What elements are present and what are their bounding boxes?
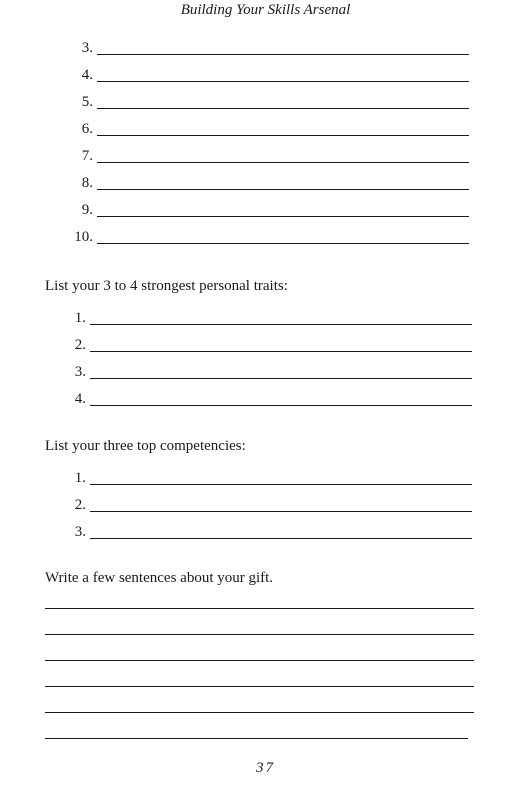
- write-in-line[interactable]: [97, 108, 469, 109]
- list-number: 4.: [81, 67, 93, 83]
- list-number: 3.: [74, 364, 86, 380]
- list-number: 2.: [74, 337, 86, 353]
- list-number: 8.: [81, 175, 93, 191]
- write-in-line[interactable]: [90, 538, 472, 539]
- gift-write-line[interactable]: [45, 608, 474, 609]
- write-in-line[interactable]: [90, 405, 472, 406]
- list-number: 1.: [74, 470, 86, 486]
- write-in-line[interactable]: [97, 162, 469, 163]
- list-number: 4.: [74, 391, 86, 407]
- write-in-line[interactable]: [90, 378, 472, 379]
- traits-prompt: List your 3 to 4 strongest personal traits:: [45, 278, 288, 294]
- write-in-line[interactable]: [90, 511, 472, 512]
- competencies-prompt: List your three top competencies:: [45, 438, 246, 454]
- gift-prompt: Write a few sentences about your gift.: [45, 570, 274, 586]
- gift-write-line[interactable]: [45, 712, 474, 713]
- list-number: 3.: [74, 524, 86, 540]
- write-in-line[interactable]: [90, 351, 472, 352]
- list-number: 3.: [81, 40, 93, 56]
- write-in-line[interactable]: [97, 243, 469, 244]
- gift-write-line[interactable]: [45, 686, 474, 687]
- list-number: 6.: [81, 121, 93, 137]
- write-in-line[interactable]: [97, 189, 469, 190]
- list-number: 9.: [81, 202, 93, 218]
- gift-write-line[interactable]: [45, 634, 474, 635]
- list-number: 7.: [81, 148, 93, 164]
- write-in-line[interactable]: [90, 324, 472, 325]
- write-in-line[interactable]: [97, 216, 469, 217]
- list-number: 2.: [74, 497, 86, 513]
- write-in-line[interactable]: [97, 135, 469, 136]
- list-number: 5.: [81, 94, 93, 110]
- page-number: 37: [256, 760, 275, 776]
- gift-write-line[interactable]: [45, 660, 474, 661]
- list-number: 1.: [74, 310, 86, 326]
- write-in-line[interactable]: [97, 81, 469, 82]
- write-in-line[interactable]: [97, 54, 469, 55]
- running-header: Building Your Skills Arsenal: [180, 2, 351, 18]
- write-in-line[interactable]: [90, 484, 472, 485]
- list-number: 10.: [74, 229, 93, 245]
- gift-write-line[interactable]: [45, 738, 468, 739]
